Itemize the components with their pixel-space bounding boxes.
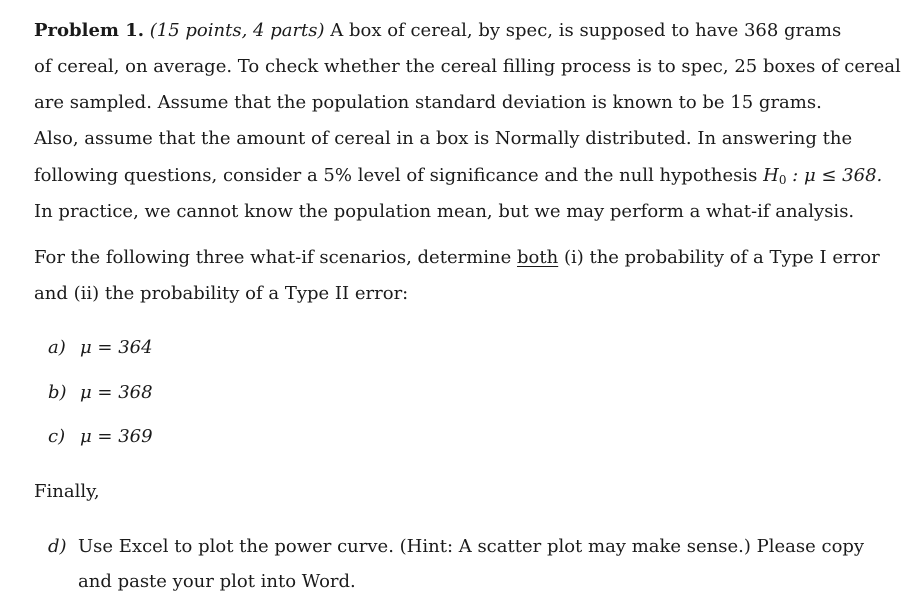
- problem-intro-line-3: are sampled. Assume that the population standard deviation is known to be 15 grams.: [34, 92, 822, 113]
- part-d-line-2: and paste your plot into Word.: [78, 571, 356, 592]
- scenario-value: μ = 369: [80, 426, 153, 447]
- part-d-text-1: Use Excel to plot the power curve. (Hint: A scatter plot may make sense.) Please copy: [78, 536, 865, 557]
- part-d-label: d): [48, 536, 67, 557]
- scenario-label: c): [48, 426, 66, 447]
- scenario-value: μ = 364: [80, 337, 153, 358]
- problem-meta: (15 points, 4 parts): [149, 20, 325, 41]
- scenario-label: b): [48, 382, 67, 403]
- instructions-line-1: For the following three what-if scenarios, determine both (i) the probability of a Type I error: [34, 247, 880, 268]
- problem-intro-line-1: [34, 20, 842, 42]
- instructions-line-2: and (ii) the probability of a Type II error:: [34, 283, 409, 304]
- finally-text: Finally,: [34, 481, 100, 502]
- scenario-label: a): [48, 337, 66, 358]
- scenario-item: [48, 426, 153, 448]
- null-hypothesis: $H_0$ : μ ≤ 368.: [763, 165, 883, 187]
- problem-intro-line-2: of cereal, on average. To check whether the cereal filling process is to spec, 25 boxes of cereal: [34, 56, 901, 77]
- problem-intro-line-5: [34, 165, 883, 187]
- emphasis-both: both: [517, 247, 559, 268]
- part-d-line-1: [48, 536, 865, 558]
- intro-text-5: following questions, consider a 5% level of significance and the null hypothesis: [34, 165, 758, 186]
- problem-intro-line-4: Also, assume that the amount of cereal in a box is Normally distributed. In answering the: [34, 128, 853, 149]
- scenario-item: [48, 337, 153, 359]
- scenario-item: [48, 382, 153, 404]
- problem-document: [34, 0, 901, 613]
- problem-heading: Problem 1.: [34, 20, 145, 41]
- intro-text-1: A box of cereal, by spec, is supposed to have 368 grams: [330, 20, 842, 41]
- problem-intro-line-6: In practice, we cannot know the population mean, but we may perform a what-if analysis.: [34, 201, 855, 222]
- scenario-value: μ = 368: [80, 382, 153, 403]
